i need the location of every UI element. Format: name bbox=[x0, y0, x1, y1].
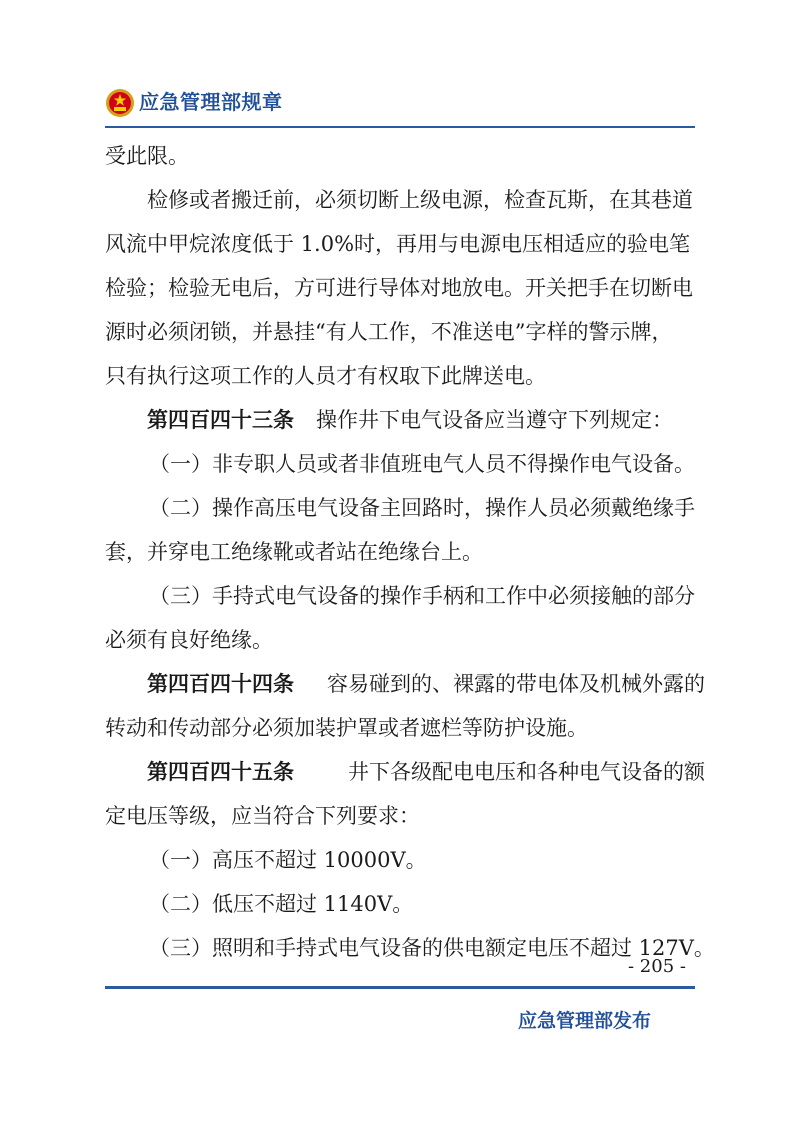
text-line: 必须有良好绝缘。 bbox=[105, 628, 273, 652]
text-line: 套，并穿电工绝缘靴或者站在绝缘台上。 bbox=[105, 540, 483, 564]
header-divider bbox=[105, 126, 695, 128]
article-heading bbox=[105, 398, 705, 442]
article-text: 容易碰到的、裸露的带电体及机械外露的 bbox=[327, 672, 705, 696]
footer-publisher: 应急管理部发布 bbox=[518, 1010, 652, 1032]
document-body bbox=[105, 134, 715, 970]
text-line: 定电压等级，应当符合下列要求： bbox=[105, 804, 420, 828]
list-item: （二）低压不超过 1140V。 bbox=[149, 892, 414, 916]
list-item: （三）照明和手持式电气设备的供电额定电压不超过 127V。 bbox=[149, 936, 715, 960]
page-number: - 205 - bbox=[628, 956, 686, 977]
text-line: 源时必须闭锁，并悬挂“有人工作，不准送电”字样的警示牌， bbox=[105, 320, 673, 344]
article-number: 第四百四十五条 bbox=[147, 760, 294, 784]
list-item: （一）非专职人员或者非值班电气人员不得操作电气设备。 bbox=[149, 452, 695, 476]
article-heading bbox=[105, 662, 705, 706]
national-emblem-icon bbox=[105, 88, 135, 118]
article-text: 操作井下电气设备应当遵守下列规定： bbox=[316, 408, 673, 432]
list-item: （三）手持式电气设备的操作手柄和工作中必须接触的部分 bbox=[149, 584, 695, 608]
text-line: 风流中甲烷浓度低于 1.0%时，再用与电源电压相适应的验电笔 bbox=[105, 232, 691, 256]
header-title: 应急管理部规章 bbox=[139, 90, 283, 114]
text-line: 只有执行这项工作的人员才有权取下此牌送电。 bbox=[105, 364, 546, 388]
list-item: （一）高压不超过 10000V。 bbox=[149, 848, 427, 872]
article-number: 第四百四十四条 bbox=[147, 672, 294, 696]
article-text: 井下各级配电电压和各种电气设备的额 bbox=[348, 760, 705, 784]
text-line: 转动和传动部分必须加装护罩或者遮栏等防护设施。 bbox=[105, 716, 588, 740]
list-item: （二）操作高压电气设备主回路时，操作人员必须戴绝缘手 bbox=[149, 496, 695, 520]
text-line: 检修或者搬迁前，必须切断上级电源，检查瓦斯，在其巷道 bbox=[147, 188, 693, 212]
footer-divider bbox=[105, 986, 695, 989]
article-number: 第四百四十三条 bbox=[147, 408, 294, 432]
text-line: 检验；检验无电后，方可进行导体对地放电。开关把手在切断电 bbox=[105, 276, 693, 300]
text-line: 受此限。 bbox=[105, 144, 189, 168]
article-heading bbox=[105, 750, 705, 794]
